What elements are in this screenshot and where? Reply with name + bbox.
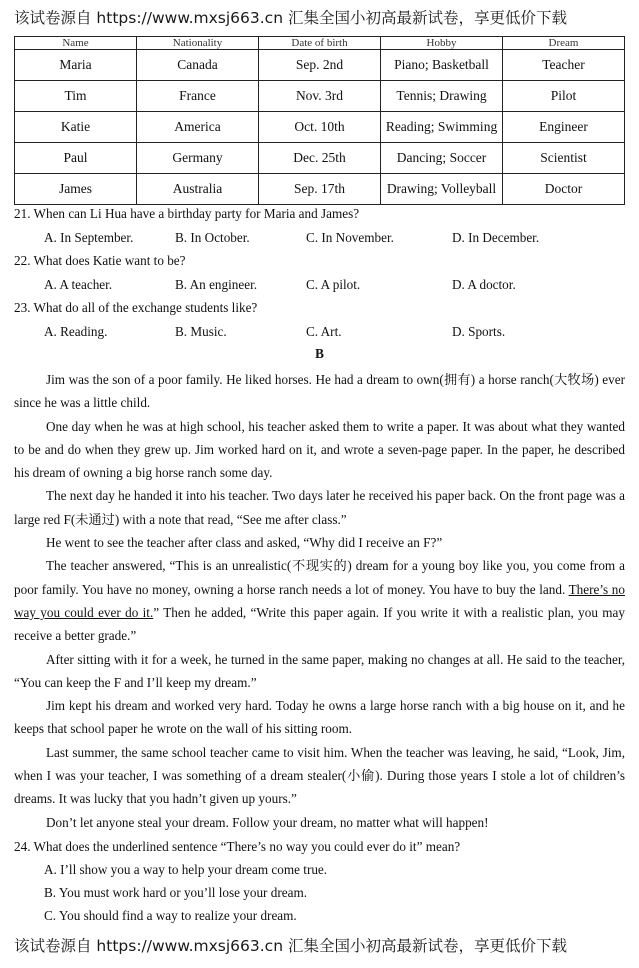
table-header-cell: Dream (503, 37, 625, 50)
option-b: B. You must work hard or you’ll lose your dream. (44, 885, 307, 900)
question-23-stem: 23. What do all of the exchange students like? (14, 300, 258, 315)
table-cell: Piano; Basketball (381, 50, 503, 81)
watermark-top: 该试卷源自 https://www.mxsj663.cn 汇集全国小初高最新试卷，享更低价下载 (0, 6, 639, 30)
table-cell: Canada (137, 50, 259, 81)
passage-text: ” Then he added, “Write this paper again. If you write it with a realistic plan, you may receive a better grade.” (14, 604, 625, 644)
table-header-cell: Date of birth (259, 37, 381, 50)
passage-paragraph: After sitting with it for a week, he turned in the same paper, making no changes at all. He said to the teacher, “You can keep the F and I’ll keep my dream.” (14, 651, 625, 690)
table-header-cell: Name (15, 37, 137, 50)
table-cell: Tennis; Drawing (381, 81, 503, 112)
option-b: B. An engineer. (175, 277, 258, 292)
table-cell: Reading; Swimming (381, 112, 503, 143)
table-row (15, 143, 625, 174)
table-cell: Australia (137, 174, 259, 205)
table-row (15, 81, 625, 112)
table-cell: James (15, 174, 137, 205)
table-cell: Oct. 10th (259, 112, 381, 143)
option-b: B. In October. (175, 230, 250, 245)
passage-paragraph: Jim kept his dream and worked very hard. Today he owns a large horse ranch with a big house on it, and he keeps that school paper he wrote on the wall of his sitting room. (14, 698, 625, 737)
question-21-stem: 21. When can Li Hua have a birthday party for Maria and James? (14, 206, 360, 221)
passage-paragraph: Last summer, the same school teacher came to visit him. When the teacher was leaving, he said, “Look, Jim, when I was your teacher, I was something of a dream stealer(小偷). During those years I stole a lot of children’s dreams. It was lucky that you hadn’t given up yours.” (14, 744, 625, 807)
option-d: D. In December. (452, 230, 540, 245)
option-d: D. Sports. (452, 324, 506, 339)
table-cell: Doctor (503, 174, 625, 205)
table-cell: Drawing; Volleyball (381, 174, 503, 205)
passage-paragraph: Don’t let anyone steal your dream. Follow your dream, no matter what will happen! (46, 814, 489, 830)
reading-passage (14, 368, 625, 834)
option-c: C. A pilot. (306, 277, 361, 292)
table-cell: Paul (15, 143, 137, 174)
passage-text: The teacher answered, “This is an unrealistic(不现实的) dream for a young boy like you, you come from a poor family. You have no money, owning a horse ranch needs a lot of money. You have to buy the land. (14, 558, 625, 597)
question-22-stem: 22. What does Katie want to be? (14, 253, 186, 268)
passage-paragraph: He went to see the teacher after class and asked, “Why did I receive an F?” (46, 535, 443, 551)
student-info-table (14, 36, 625, 205)
table-header-cell: Hobby (381, 37, 503, 50)
option-c: C. In November. (306, 230, 394, 245)
table-cell: Sep. 17th (259, 174, 381, 205)
table-cell: Maria (15, 50, 137, 81)
table-row (15, 50, 625, 81)
option-d: D. A doctor. (452, 277, 516, 292)
watermark-bottom: 该试卷源自 https://www.mxsj663.cn 汇集全国小初高最新试卷，享更低价下载 (0, 934, 639, 958)
passage-paragraph: The next day he handed it into his teacher. Two days later he received his paper back. On the front page was a large red F(未通过) with a note that read, “See me after class.” (14, 488, 625, 527)
table-cell: France (137, 81, 259, 112)
table-cell: Teacher (503, 50, 625, 81)
option-c: C. You should find a way to realize your dream. (44, 908, 297, 923)
table-cell: Scientist (503, 143, 625, 174)
table-cell: Dancing; Soccer (381, 143, 503, 174)
table-row (15, 112, 625, 143)
table-header-cell: Nationality (137, 37, 259, 50)
underlined-sentence: There’s no way you could ever do it. (14, 581, 625, 620)
option-a: A. A teacher. (44, 277, 113, 292)
section-b-heading: B (315, 346, 324, 361)
table-cell: America (137, 112, 259, 143)
table-cell: Pilot (503, 81, 625, 112)
table-header-row (15, 37, 625, 50)
question-24-stem: 24. What does the underlined sentence “There’s no way you could ever do it” mean? (14, 839, 461, 854)
passage-paragraph: One day when he was at high school, his teacher asked them to write a paper. It was about what they wanted to be and do when they grew up. Jim worked hard on it, and wrote a seven-page paper. In the paper, he described his dream of owning a big horse ranch some day. (14, 418, 625, 481)
table-cell: Dec. 25th (259, 143, 381, 174)
option-a: A. In September. (44, 230, 134, 245)
passage-paragraph (14, 554, 625, 647)
table-cell: Nov. 3rd (259, 81, 381, 112)
table-cell: Tim (15, 81, 137, 112)
table-cell: Katie (15, 112, 137, 143)
option-c: C. Art. (306, 324, 342, 339)
option-b: B. Music. (175, 324, 227, 339)
option-a: A. I’ll show you a way to help your dream come true. (44, 862, 328, 877)
table-cell: Engineer (503, 112, 625, 143)
table-cell: Germany (137, 143, 259, 174)
option-a: A. Reading. (44, 324, 108, 339)
passage-paragraph: Jim was the son of a poor family. He liked horses. He had a dream to own(拥有) a horse ranch(大牧场) ever since he was a little child. (14, 372, 625, 411)
table-cell: Sep. 2nd (259, 50, 381, 81)
table-row (15, 174, 625, 205)
